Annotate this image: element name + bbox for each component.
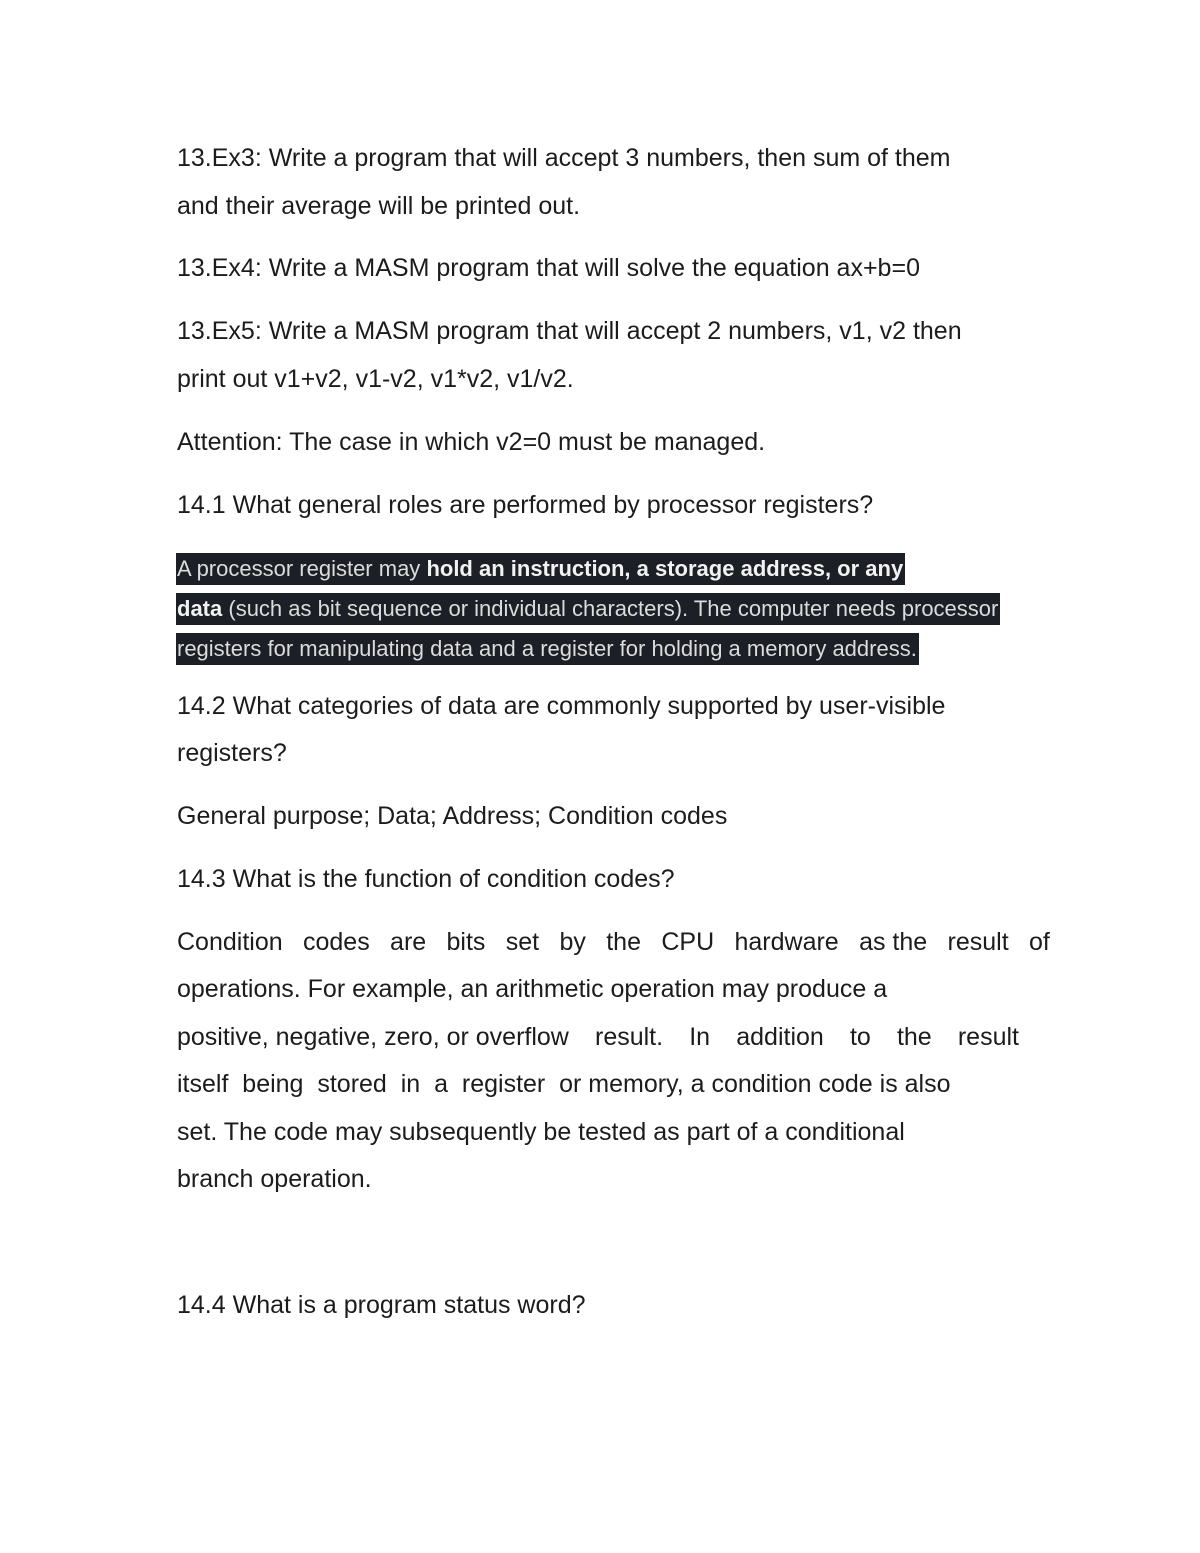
question-14-2-line-2: registers? [177, 739, 287, 767]
word: In [689, 1023, 711, 1051]
highlighted-answer-14-1 [176, 549, 1066, 669]
attention-note: Attention: The case in which v2=0 must be managed. [177, 428, 766, 456]
question-14-2-line-1: 14.2 What categories of data are commonly supported by user-visible [177, 692, 946, 720]
highlight-line-2 [176, 589, 1066, 629]
question-14-4: 14.4 What is a program status word? [177, 1291, 586, 1319]
word: to [849, 1023, 871, 1051]
word: result [947, 928, 1009, 956]
answer-14-3-line-2: operations. For example, an arithmetic operation may produce a [177, 975, 888, 1003]
word: are [390, 928, 427, 956]
exercise-13-3-line-1: 13.Ex3: Write a program that will accept 3 numbers, then sum of them [177, 144, 951, 172]
highlight-plain-text: (such as bit sequence or individual characters). The computer needs processor [222, 596, 999, 621]
word: as the [859, 928, 928, 956]
answer-14-3-line-1 [177, 927, 1050, 957]
highlight-plain-text: registers for manipulating data and a register for holding a memory address. [177, 636, 917, 661]
word: of [1029, 928, 1050, 956]
word: hardware [734, 928, 839, 956]
exercise-13-5-line-2: print out v1+v2, v1-v2, v1*v2, v1/v2. [177, 365, 574, 393]
highlight-line-3 [176, 629, 1066, 669]
highlight-plain-text: A processor register may [177, 556, 427, 581]
answer-14-3-line-5: set. The code may subsequently be tested as part of a conditional [177, 1118, 905, 1146]
word: Condition [177, 928, 283, 956]
exercise-13-5-line-1: 13.Ex5: Write a MASM program that will accept 2 numbers, v1, v2 then [177, 317, 962, 345]
answer-14-3-line-6: branch operation. [177, 1165, 372, 1193]
word: result [957, 1023, 1019, 1051]
exercise-13-3-line-2: and their average will be printed out. [177, 192, 581, 220]
word: by [559, 928, 586, 956]
word: the [606, 928, 641, 956]
word: addition [736, 1023, 824, 1051]
word: bits [446, 928, 486, 956]
answer-14-3-line-4: itself being stored in a register or memory, a condition code is also [177, 1070, 951, 1098]
answer-14-3-line-3 [177, 1022, 1019, 1052]
word: set [505, 928, 540, 956]
word: the [896, 1023, 932, 1051]
exercise-13-4: 13.Ex4: Write a MASM program that will solve the equation ax+b=0 [177, 254, 920, 282]
word: positive, negative, zero, or overflow [177, 1023, 569, 1051]
word: CPU [661, 928, 715, 956]
highlight-bold-text: hold an instruction, a storage address, or any [426, 556, 904, 581]
word: codes [302, 928, 370, 956]
word: result. [595, 1023, 664, 1051]
highlight-line-1 [176, 549, 1066, 589]
answer-14-2: General purpose; Data; Address; Condition codes [177, 802, 728, 830]
question-14-3: 14.3 What is the function of condition codes? [177, 865, 675, 893]
highlight-bold-text: data [177, 596, 223, 621]
question-14-1: 14.1 What general roles are performed by processor registers? [177, 491, 874, 519]
